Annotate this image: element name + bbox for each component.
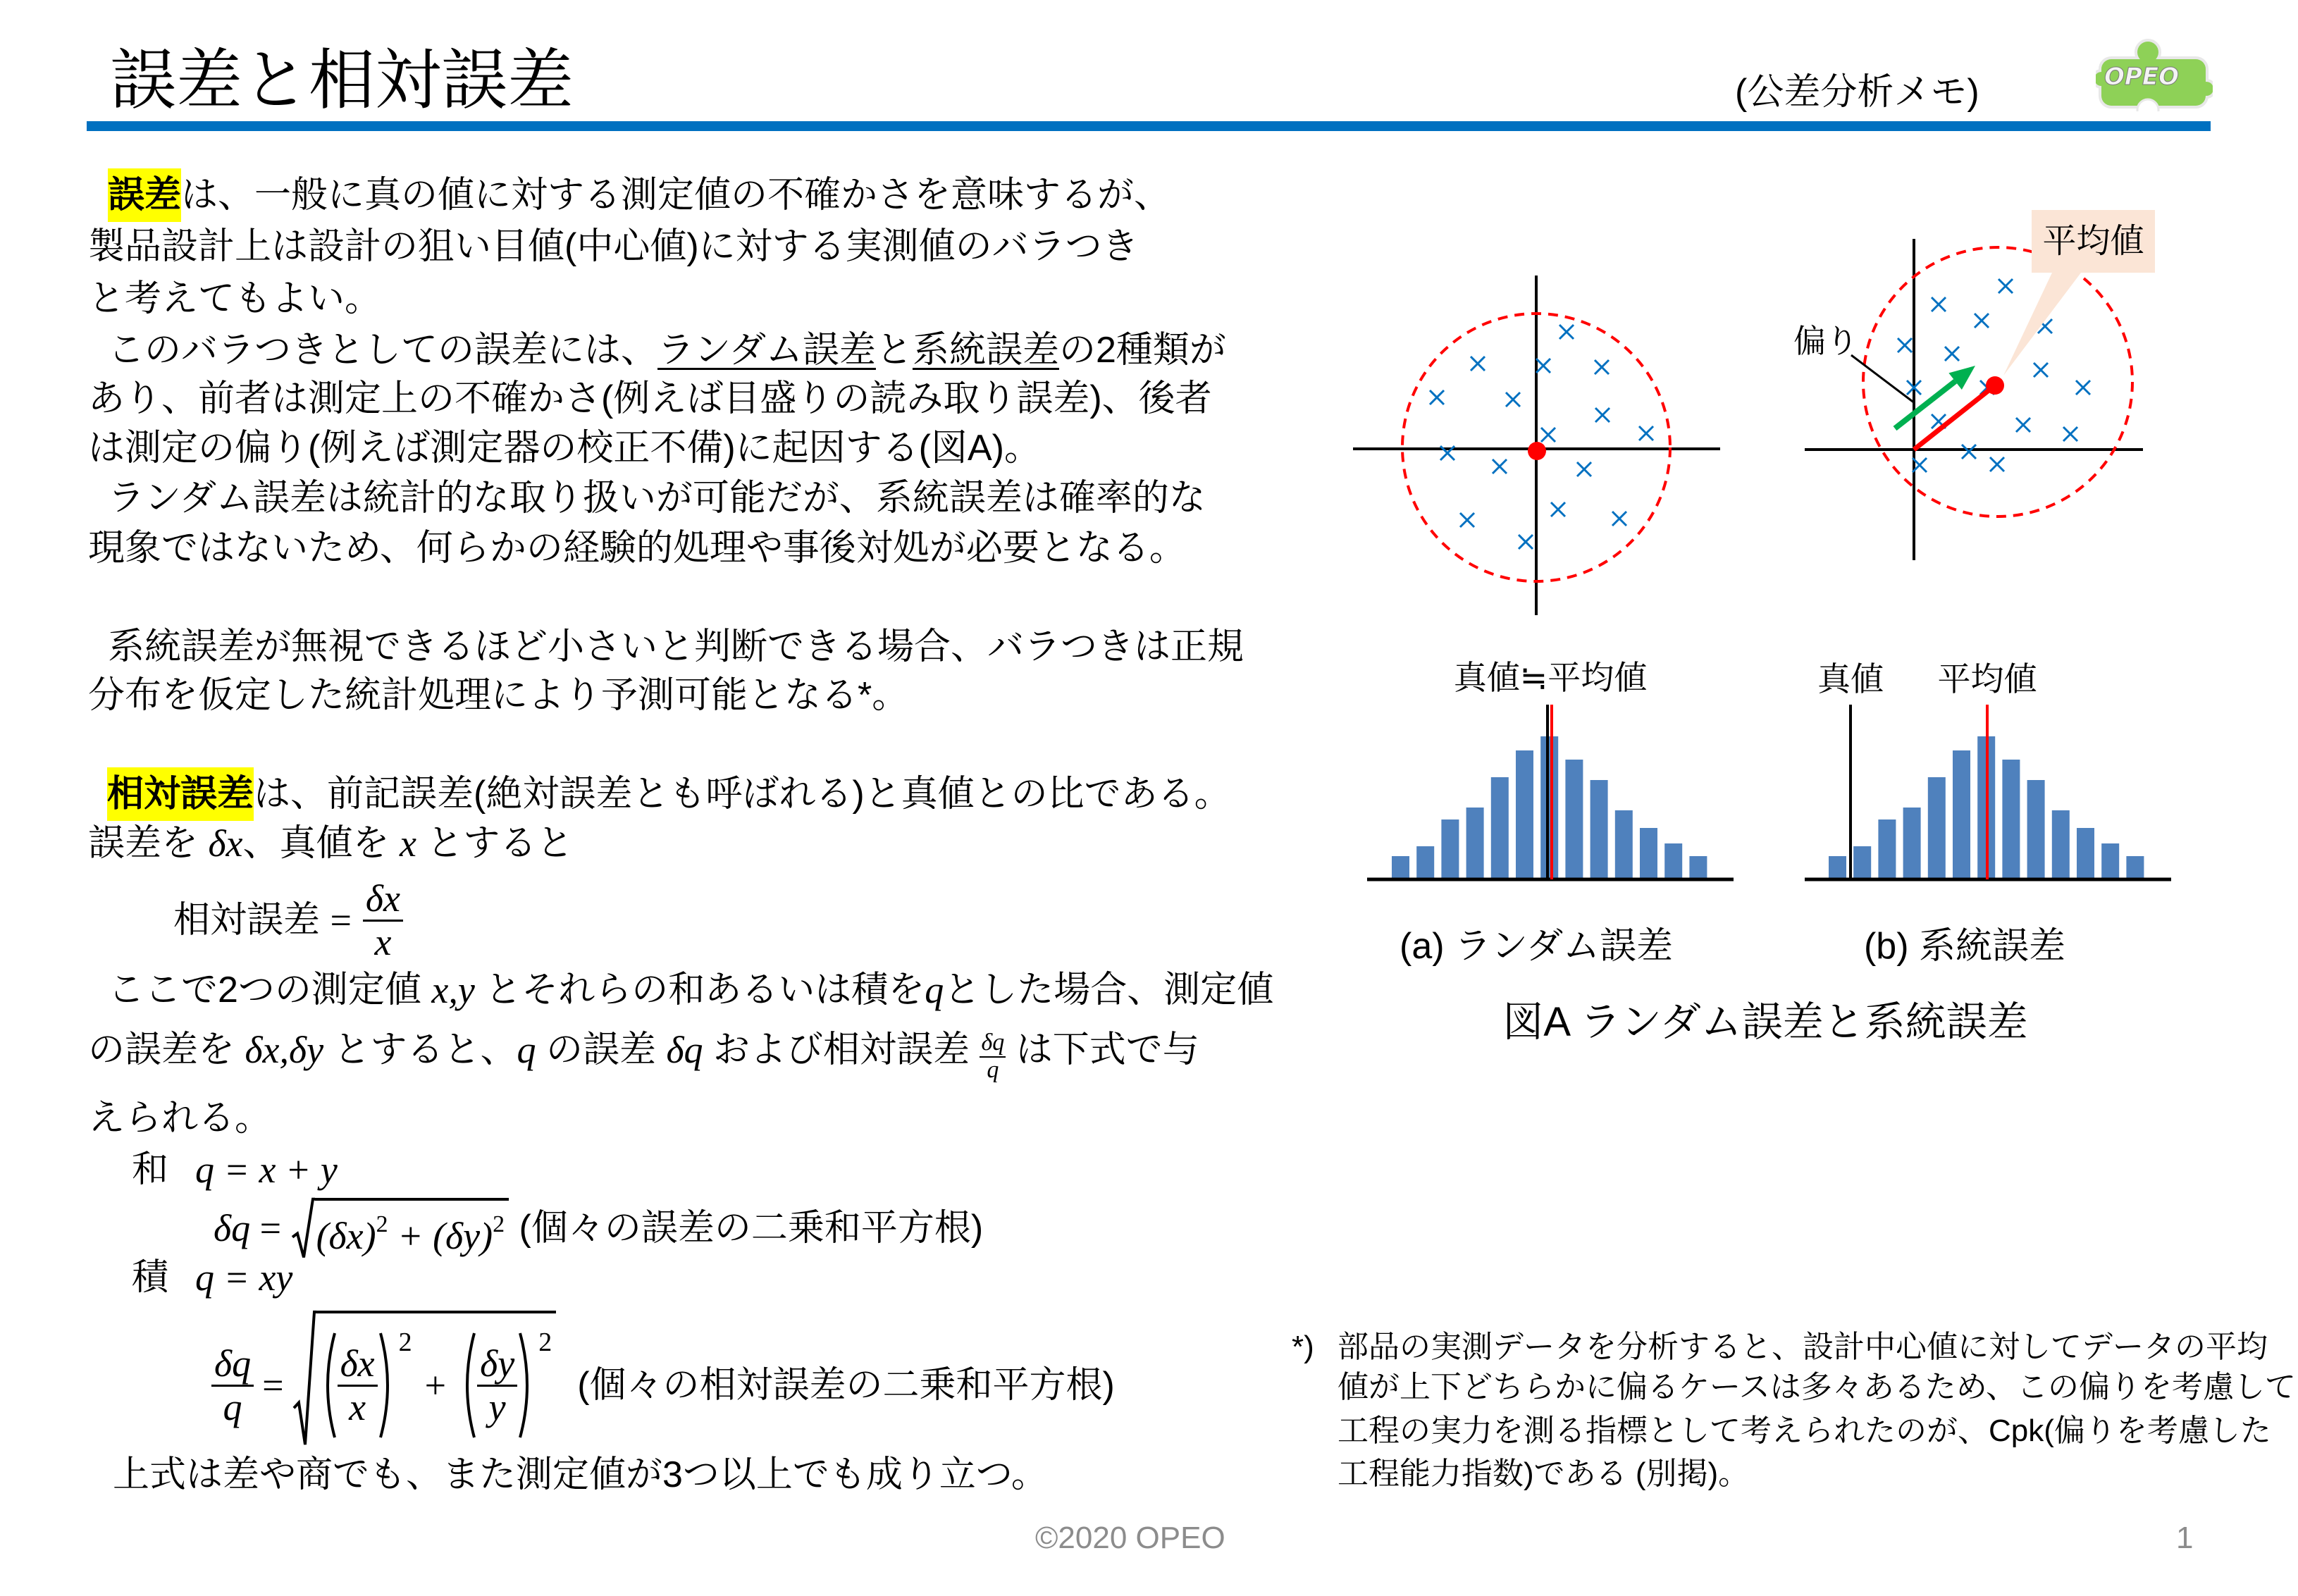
- bias-label: 偏り: [1793, 323, 1858, 359]
- measurement-cross-marker: [1999, 279, 2013, 293]
- measurement-cross-marker: [2034, 363, 2048, 377]
- measurement-cross-marker: [1559, 325, 1574, 339]
- histogram-bar: [2002, 760, 2020, 878]
- histogram-bar: [2052, 810, 2070, 878]
- text-segment: このバラつきとしての誤差には、: [108, 330, 658, 371]
- histogram-bar: [1640, 828, 1657, 878]
- hist-a-label: 真値≒平均値: [1453, 659, 1648, 696]
- footnote-line: 値が上下どちらかに偏るケースは多々あるため、この偏りを考慮して: [1338, 1370, 2297, 1404]
- fraction-denominator: x: [349, 1385, 366, 1428]
- fraction-numerator: δq: [211, 1343, 254, 1386]
- measurement-cross-marker: [1990, 457, 2004, 471]
- histogram-bar: [1689, 856, 1707, 878]
- product-equation: q = xy: [195, 1256, 293, 1299]
- fraction-numerator: δy: [477, 1343, 517, 1386]
- figure-caption: 図A ランダム誤差と系統誤差: [1502, 999, 2028, 1045]
- hist-b-true-label: 真値: [1817, 660, 1884, 698]
- bias-leader-line: [1851, 355, 1915, 403]
- sum-label: 和: [132, 1149, 169, 1190]
- para3-line1: ランダム誤差は統計的な取り扱いが可能だが、系統誤差は確率的な: [108, 478, 1206, 519]
- paren-group: [319, 1328, 412, 1439]
- right-paren-icon: [517, 1332, 536, 1439]
- measurement-cross-marker: [1577, 462, 1591, 476]
- histogram-bar: [1441, 819, 1459, 878]
- fraction-numerator: δx: [338, 1343, 378, 1386]
- page-number: 1: [2176, 1521, 2194, 1555]
- histogram-bar: [1878, 819, 1896, 878]
- para1-line1: [108, 171, 1170, 220]
- logo-text: OPEO: [2104, 63, 2179, 91]
- histogram-bar: [1664, 843, 1682, 878]
- measurement-cross-marker: [1595, 408, 1610, 422]
- panel-a-histogram: [1367, 705, 1734, 879]
- measurement-cross-marker: [1975, 314, 1989, 328]
- para4-line1: 系統誤差が無視できるほど小さいと判断できる場合、バラつきは正規: [108, 626, 1244, 667]
- mean-callout-label: 平均値: [2042, 223, 2144, 260]
- measurement-cross-marker: [1898, 338, 1912, 352]
- text-segment: とすると: [416, 823, 574, 864]
- histogram-bar: [1853, 846, 1871, 878]
- fraction-denominator: q: [223, 1385, 242, 1428]
- math-term: + (δy): [388, 1214, 493, 1257]
- math-var: δx: [208, 822, 243, 865]
- title-rule: [87, 121, 2211, 131]
- text-segment: とした場合、測定値: [944, 970, 1274, 1010]
- square-root: [292, 1311, 557, 1446]
- para3-line2: 現象ではないため、何らかの経験的処理や事後対処が必要となる。: [88, 528, 1186, 569]
- plus-sign: +: [424, 1364, 447, 1406]
- measurement-cross-marker: [1612, 512, 1626, 526]
- panel-a-sublabel: (a) ランダム誤差: [1400, 926, 1673, 967]
- mean-point: [1986, 376, 2004, 395]
- histogram-bar: [1928, 777, 1946, 878]
- text-segment: とすると、: [323, 1029, 517, 1070]
- radicand: [315, 1198, 509, 1259]
- measurement-cross-marker: [1595, 360, 1609, 374]
- radical-sign-icon: [291, 1198, 315, 1259]
- formula-lhs: δq: [214, 1207, 251, 1249]
- histogram-bar: [1829, 856, 1846, 878]
- text-segment: 誤差を: [88, 823, 209, 864]
- sum-error-formula: [214, 1193, 983, 1263]
- exponent: 2: [493, 1211, 505, 1237]
- histogram-bar: [1516, 750, 1533, 878]
- para2-line2: あり、前者は測定上の不確かさ(例えば目盛りの読み取り誤差)、後者: [88, 378, 1212, 419]
- measurement-cross-marker: [1471, 357, 1485, 371]
- fraction-denominator: x: [374, 920, 392, 963]
- exponent: 2: [538, 1328, 552, 1357]
- formula-lhs: 相対誤差: [173, 900, 331, 941]
- histogram-bar: [1953, 750, 1970, 878]
- fraction: [477, 1343, 517, 1428]
- measurement-cross-marker: [1430, 390, 1444, 404]
- histogram-bar: [2077, 828, 2094, 878]
- measurement-cross-marker: [1541, 428, 1555, 442]
- math-term: (δx): [316, 1214, 376, 1257]
- para5-line1: [107, 769, 1231, 819]
- fraction-numerator: δx: [363, 878, 403, 921]
- histogram-bar: [2126, 856, 2144, 878]
- exponent: 2: [398, 1328, 412, 1357]
- fraction: [211, 1343, 254, 1428]
- square-root: [291, 1198, 509, 1259]
- histogram-bar: [1615, 810, 1633, 878]
- panel-b-histogram: [1805, 705, 2171, 879]
- text-segment: は、前記誤差(絶対誤差とも呼ばれる)と真値との比である。: [254, 774, 1231, 815]
- histogram-bar: [1540, 736, 1558, 878]
- text-segment: は下式で与: [1006, 1029, 1199, 1070]
- formula-note: (個々の相対誤差の二乗和平方根): [577, 1365, 1115, 1406]
- highlight-term-error: 誤差: [108, 168, 181, 222]
- copyright: ©2020 OPEO: [1035, 1521, 1225, 1555]
- histogram-bar: [1416, 846, 1434, 878]
- histogram-bar: [2101, 843, 2119, 878]
- panel-b-sublabel: (b) 系統誤差: [1863, 926, 2065, 967]
- histogram-bar: [2027, 780, 2045, 878]
- measurement-cross-marker: [1639, 426, 1653, 440]
- fraction: [363, 878, 403, 963]
- panel-a-scatter-plot: [1353, 276, 1720, 615]
- measurement-cross-marker: [2016, 418, 2030, 432]
- hist-b-mean-label: 平均値: [1937, 660, 2037, 698]
- measurement-cross-marker: [1551, 502, 1565, 516]
- left-paren-icon: [319, 1332, 338, 1439]
- histogram-bar: [1392, 856, 1409, 878]
- right-paren-icon: [378, 1332, 396, 1439]
- histogram-bar: [1590, 780, 1608, 878]
- left-paren-icon: [459, 1332, 477, 1439]
- fraction-numerator: δq: [980, 1030, 1006, 1058]
- equals-sign: =: [262, 1364, 284, 1406]
- math-var: x: [399, 822, 416, 865]
- math-var: δq: [666, 1029, 703, 1071]
- puzzle-notch: [2137, 99, 2158, 111]
- equals-sign: =: [250, 1207, 291, 1249]
- fraction-denominator: q: [987, 1057, 999, 1083]
- math-var: q: [517, 1029, 536, 1071]
- measurement-cross-marker: [1932, 297, 1946, 311]
- text-segment: と: [875, 330, 913, 371]
- text-segment: の誤差: [536, 1029, 667, 1070]
- exponent: 2: [376, 1211, 388, 1237]
- mean-offset-vector: [1914, 385, 1995, 450]
- para4-line2: 分布を仮定した統計処理により予測可能となる*。: [88, 675, 909, 716]
- text-segment: 、真値を: [242, 823, 400, 864]
- radical-sign-icon: [292, 1311, 316, 1446]
- text-segment: は、一般に真の値に対する測定値の不確かさを意味するが、: [181, 175, 1171, 216]
- underlined-term-systematic-error: 系統誤差: [912, 330, 1059, 371]
- closing-line: 上式は差や商でも、また測定値が3つ以上でも成り立つ。: [113, 1454, 1048, 1495]
- inline-fraction: [980, 1030, 1006, 1083]
- footnote-line: 工程の実力を測る指標として考えられたのが、Cpk(偏りを考慮した: [1338, 1413, 2271, 1448]
- underlined-term-random-error: ランダム誤差: [657, 330, 876, 371]
- fraction-denominator: y: [488, 1385, 506, 1428]
- fraction: [338, 1343, 378, 1428]
- page-title: 誤差と相対誤差: [110, 43, 574, 117]
- mean-point: [1528, 442, 1546, 460]
- para6-line1: [108, 965, 1273, 1015]
- para6-line3: えられる。: [88, 1098, 272, 1139]
- footnote-line: 部品の実測データを分析すると、設計中心値に対してデータの平均: [1338, 1330, 2268, 1364]
- sum-definition: [132, 1145, 338, 1194]
- footnote-line: 工程能力指数)である (別掲)。: [1338, 1456, 1750, 1491]
- math-var: δx,δy: [245, 1029, 324, 1071]
- equals-sign: =: [330, 899, 352, 941]
- paren-group: [459, 1328, 552, 1439]
- page-subtitle: (公差分析メモ): [1735, 72, 1979, 113]
- highlight-term-relative-error: 相対誤差: [107, 767, 254, 821]
- product-definition: [132, 1253, 292, 1302]
- product-relative-error-formula: [211, 1308, 1115, 1463]
- opeo-logo: [2096, 38, 2213, 111]
- para6-line2: [88, 1025, 1199, 1083]
- histogram-bar: [1491, 777, 1509, 878]
- histogram-bar: [1903, 808, 1921, 878]
- text-segment: の2種類が: [1058, 330, 1226, 371]
- measurement-cross-marker: [1460, 513, 1474, 527]
- measurement-cross-marker: [1945, 347, 1959, 361]
- measurement-cross-marker: [1536, 359, 1550, 373]
- measurement-cross-marker: [1506, 392, 1520, 407]
- measurement-cross-marker: [2063, 427, 2077, 441]
- histogram-bar: [1466, 808, 1484, 878]
- measurement-cross-marker: [1962, 445, 1976, 459]
- formula-note: (個々の誤差の二乗和平方根): [509, 1208, 984, 1249]
- sum-equation: q = x + y: [195, 1149, 338, 1191]
- measurement-cross-marker: [2076, 381, 2090, 395]
- text-segment: および相対誤差: [703, 1029, 980, 1070]
- text-segment: ここで2つの測定値: [108, 970, 432, 1010]
- relative-error-formula: [173, 871, 403, 970]
- product-label: 積: [132, 1257, 169, 1298]
- para2-line3: は測定の偏り(例えば測定器の校正不備)に起因する(図A)。: [88, 428, 1041, 469]
- para5-line2: [88, 819, 573, 868]
- measurement-cross-marker: [1519, 535, 1533, 549]
- histogram-bar: [1565, 760, 1583, 878]
- text-segment: とそれらの和あるいは積を: [474, 970, 925, 1010]
- math-var: x,y: [431, 969, 475, 1011]
- para1-line2: 製品設計上は設計の狙い目値(中心値)に対する実測値のバラつき: [88, 226, 1139, 267]
- para2-line1: [108, 326, 1226, 375]
- text-segment: の誤差を: [88, 1029, 245, 1070]
- radicand: [316, 1311, 557, 1446]
- para1-line3: と考えてもよい。: [88, 278, 382, 319]
- footnote-marker: *): [1292, 1330, 1314, 1364]
- math-var: q: [925, 969, 944, 1011]
- measurement-cross-marker: [1493, 459, 1507, 474]
